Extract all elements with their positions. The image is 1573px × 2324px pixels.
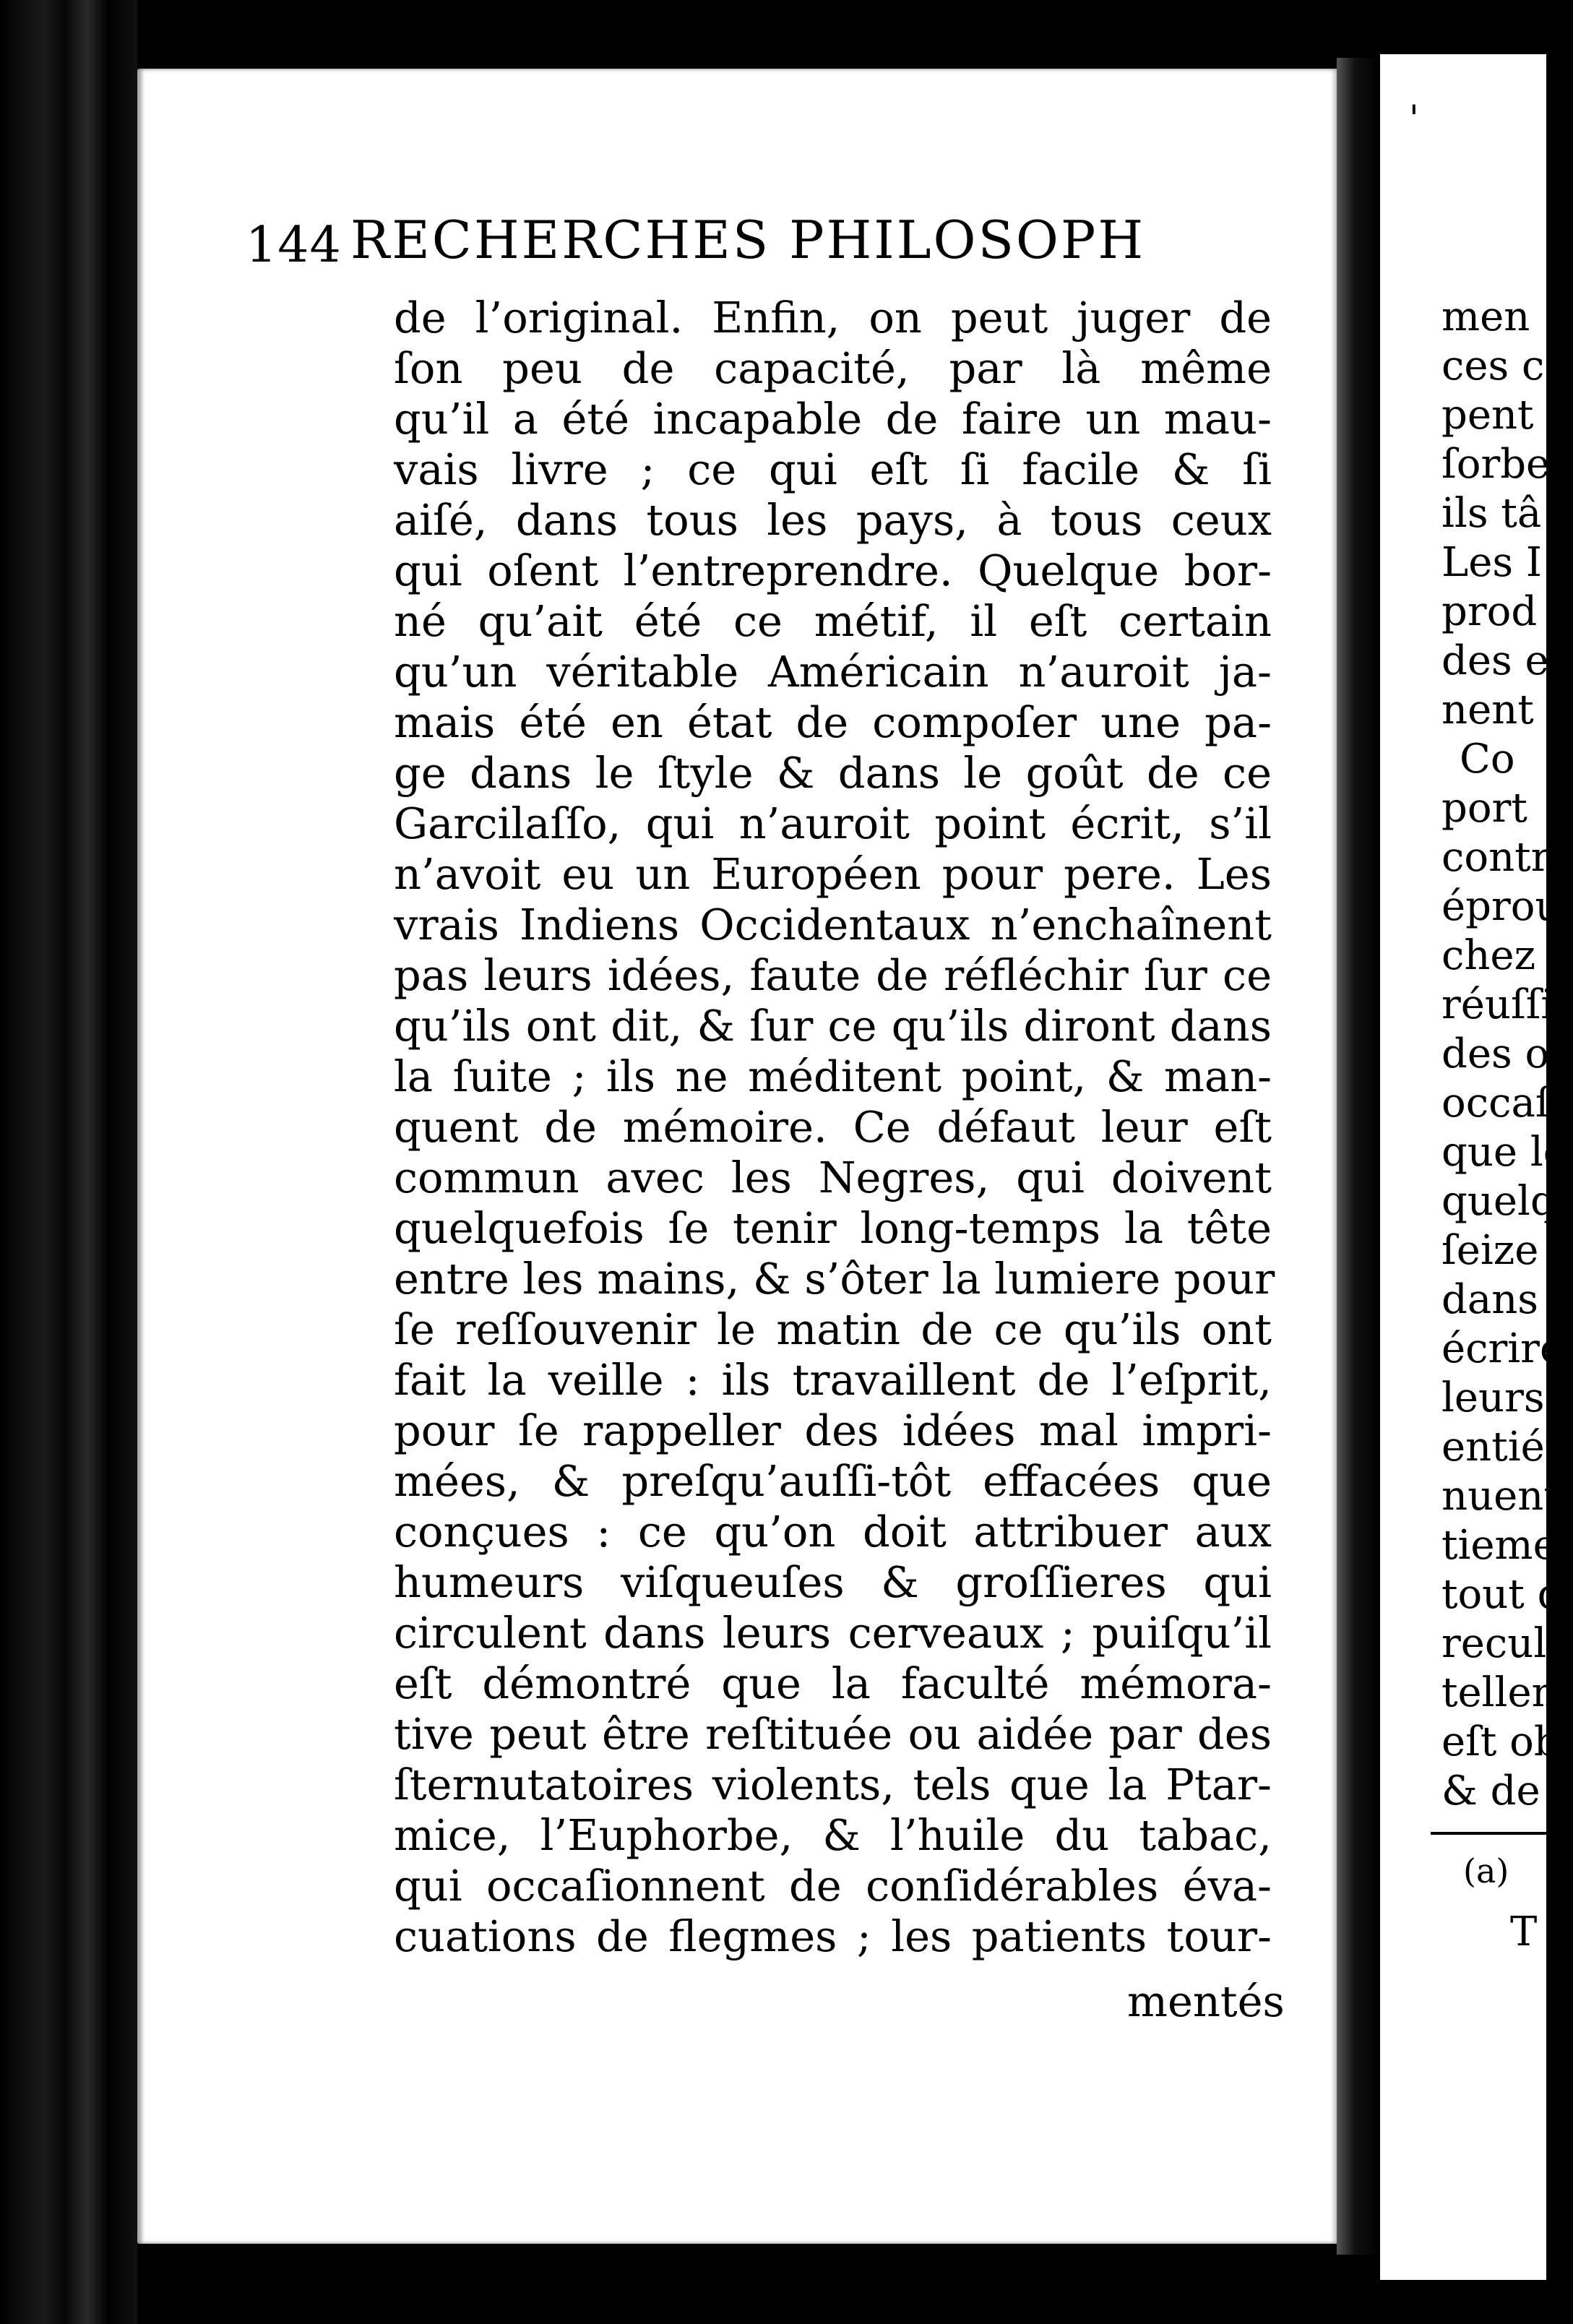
right-page-line: quelq	[1441, 1178, 1556, 1225]
right-page-line: ſorbe	[1441, 441, 1551, 488]
page-number: 144	[246, 217, 342, 274]
text-line: qu’ils ont dit, & ſur ce qu’ils diront dans	[394, 1001, 1272, 1051]
text-line: aiſé, dans tous les pays, à tous ceux	[394, 495, 1272, 545]
right-page-line: recule	[1441, 1620, 1571, 1667]
right-page-line: tout d	[1441, 1571, 1564, 1618]
right-page-line: prod	[1441, 588, 1538, 635]
footnote-rule	[1431, 1832, 1553, 1835]
text-line: commun avec les Negres, qui doivent	[394, 1153, 1272, 1202]
right-page-line: pent	[1441, 392, 1534, 439]
text-line: né qu’ait été ce métif, il eſt certain	[394, 596, 1272, 646]
text-line: ge dans le ſtyle & dans le goût de ce	[394, 748, 1272, 798]
text-line: pour ſe rappeller des idées mal impri-	[394, 1406, 1272, 1455]
text-line: ſe reſſouvenir le matin de ce qu’ils ont	[394, 1304, 1272, 1354]
right-page	[1380, 54, 1573, 2280]
text-line: quelquefois ſe tenir long-temps la tête	[394, 1203, 1272, 1253]
text-line: qui occaſionnent de conſidérables éva-	[394, 1861, 1272, 1911]
text-line: humeurs viſqueuſes & groſſieres qui	[394, 1557, 1272, 1607]
right-page-line: leurs	[1441, 1374, 1545, 1421]
footnote-text: T	[1510, 1908, 1538, 1955]
text-line: entre les mains, & s’ôter la lumiere pour	[394, 1254, 1275, 1304]
text-line: vais livre ; ce qui eſt ſi facile & ſi	[394, 444, 1272, 494]
text-line: circulent dans leurs cerveaux ; puiſqu’il	[394, 1608, 1272, 1658]
text-line: mice, l’Euphorbe, & l’huile du tabac,	[394, 1810, 1272, 1860]
text-line: ſon peu de capacité, par là même	[394, 343, 1272, 393]
right-page-line: réuſſi	[1441, 981, 1554, 1028]
book-binding	[0, 0, 137, 2324]
right-page-line: tieme	[1441, 1522, 1557, 1569]
right-page-line: ces c	[1441, 343, 1545, 390]
text-line: Garcilaſſo, qui n’auroit point écrit, s’il	[394, 799, 1272, 848]
right-page-line: occaſ	[1441, 1080, 1551, 1127]
text-line: n’avoit eu un Européen pour pere. Les	[394, 849, 1272, 899]
text-line: ſternutatoires violents, tels que la Ptar-	[394, 1760, 1272, 1809]
text-line: fait la veille : ils travaillent de l’eſprit,	[394, 1355, 1272, 1405]
text-line: qui oſent l’entreprendre. Quelque bor-	[394, 546, 1272, 595]
text-line: mées, & preſqu’auſſi-tôt effacées que	[394, 1456, 1272, 1506]
right-page-line: que le	[1441, 1129, 1567, 1176]
right-page-line: eſt obi	[1441, 1718, 1573, 1765]
right-page-line: port	[1441, 785, 1527, 832]
right-page-line: des o	[1441, 1030, 1550, 1077]
right-page-line: contr	[1441, 834, 1551, 881]
catchword: mentés	[1127, 1976, 1285, 2026]
page-mark: '	[1409, 98, 1419, 139]
page-gutter	[1337, 58, 1380, 2255]
right-page-line: éprou	[1441, 883, 1561, 930]
right-page-line: Co	[1460, 736, 1515, 783]
right-page-line: ils tâ	[1441, 490, 1542, 537]
right-page-line: chez	[1441, 932, 1536, 979]
page-header	[246, 210, 1243, 282]
right-page-line: Les I	[1441, 539, 1542, 586]
text-line: la ſuite ; ils ne méditent point, & man-	[394, 1051, 1272, 1101]
right-page-line: nuent	[1441, 1473, 1560, 1520]
text-line: quent de mémoire. Ce défaut leur eſt	[394, 1102, 1272, 1152]
running-head: RECHERCHES PHILOSOPH	[350, 210, 1146, 270]
right-page-line: ſeize	[1441, 1227, 1539, 1274]
text-line: vrais Indiens Occidentaux n’enchaînent	[394, 900, 1272, 950]
right-page-line: des e	[1441, 637, 1549, 684]
footnote-marker: (a)	[1463, 1851, 1509, 1890]
right-page-line: tellem	[1441, 1669, 1570, 1716]
right-page-line: nent	[1441, 687, 1534, 733]
right-page-line: écrire	[1441, 1325, 1564, 1372]
text-line: qu’il a été incapable de faire un mau-	[394, 394, 1272, 444]
right-page-line: dans	[1441, 1276, 1539, 1323]
text-line: eſt démontré que la faculté mémora-	[394, 1658, 1272, 1708]
right-page-line: & de l	[1441, 1768, 1566, 1815]
right-page-line: men	[1441, 293, 1530, 340]
text-line: tive peut être reſtituée ou aidée par des	[394, 1709, 1272, 1759]
right-page-line: entiér	[1441, 1424, 1564, 1471]
text-line: cuations de flegmes ; les patients tour-	[394, 1911, 1272, 1961]
text-line: mais été en état de compoſer une pa-	[394, 697, 1272, 747]
text-line: qu’un véritable Américain n’auroit ja-	[394, 647, 1272, 697]
text-line: de l’original. Enfin, on peut juger de	[394, 293, 1272, 343]
text-line: pas leurs idées, faute de réfléchir ſur ce	[394, 950, 1272, 1000]
text-line: conçues : ce qu’on doit attribuer aux	[394, 1507, 1272, 1557]
